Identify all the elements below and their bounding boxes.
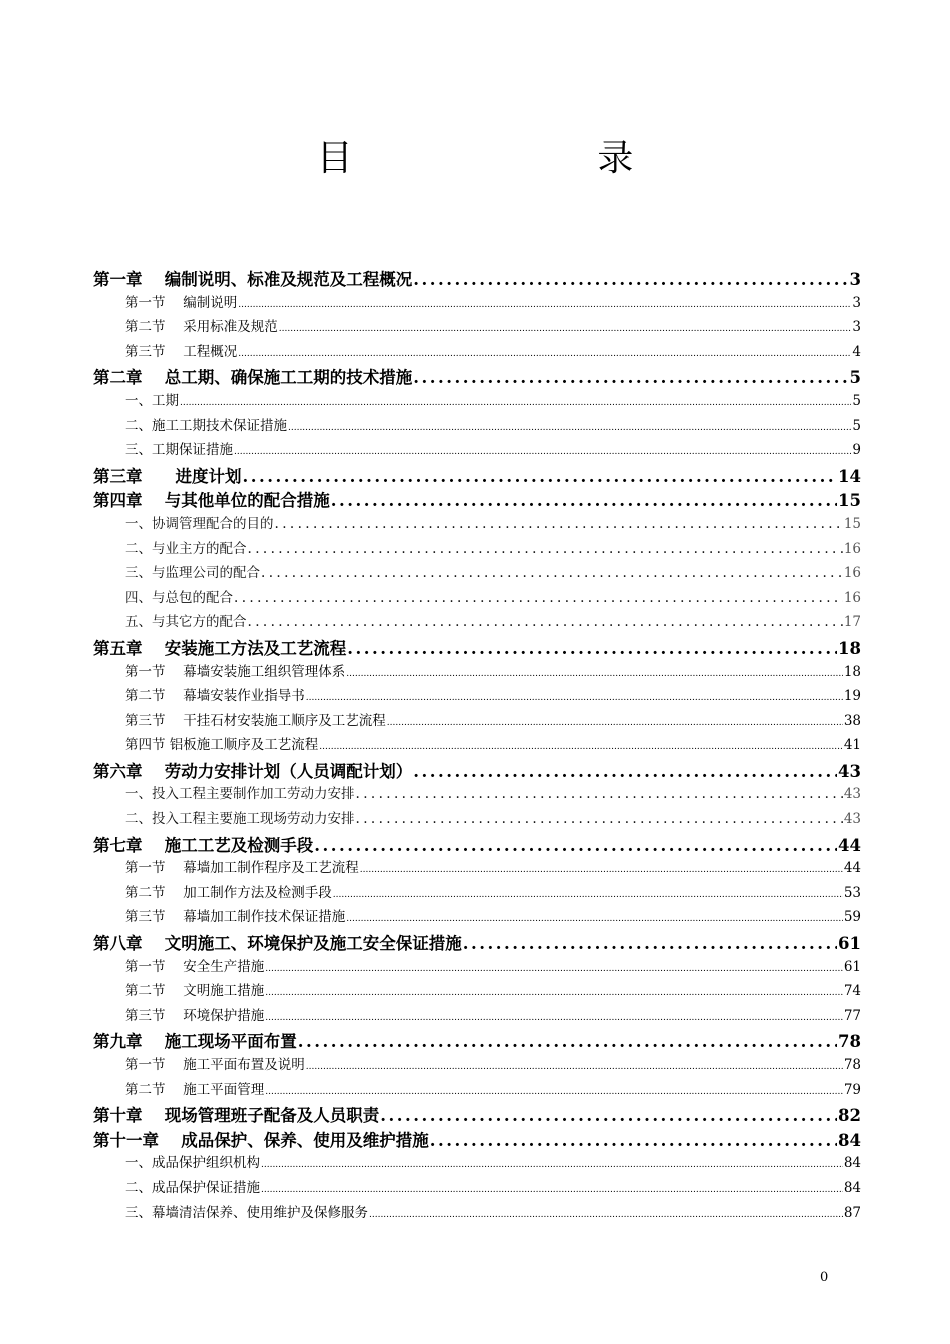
toc-dot-leader bbox=[314, 836, 837, 855]
toc-chapter-entry[interactable] bbox=[93, 758, 861, 783]
toc-entry-page-number: 15 bbox=[843, 515, 861, 532]
toc-entry-label: 第三节 幕墙加工制作技术保证措施 bbox=[125, 909, 346, 926]
toc-entry-label: 第二节 文明施工措施 bbox=[125, 983, 265, 1000]
toc-entry-page-number: 14 bbox=[838, 466, 861, 486]
toc-entry-page-number: 15 bbox=[838, 491, 861, 511]
toc-entry-page-number: 84 bbox=[838, 1130, 861, 1150]
toc-section-entry[interactable] bbox=[93, 315, 861, 340]
toc-entry-page-number: 74 bbox=[843, 983, 861, 1000]
toc-section-entry[interactable] bbox=[93, 684, 861, 709]
toc-section-entry[interactable] bbox=[93, 1078, 861, 1103]
toc-chapter-entry[interactable] bbox=[93, 1028, 861, 1053]
toc-entry-page-number: 84 bbox=[843, 1155, 861, 1172]
toc-dot-leader bbox=[279, 324, 852, 334]
toc-dot-leader bbox=[248, 541, 843, 557]
toc-entry-label: 第一节 安全生产措施 bbox=[125, 958, 265, 975]
toc-entry-label: 第九章 施工现场平面布置 bbox=[93, 1032, 297, 1052]
toc-dot-leader bbox=[298, 1032, 837, 1051]
toc-dot-leader bbox=[360, 865, 843, 875]
toc-entry-label: 三、与监理公司的配合 bbox=[125, 565, 260, 582]
toc-section-entry[interactable] bbox=[93, 856, 861, 881]
toc-dot-leader bbox=[369, 1210, 843, 1220]
toc-dot-leader bbox=[387, 718, 843, 728]
toc-section-entry[interactable] bbox=[93, 905, 861, 930]
toc-section-entry[interactable] bbox=[93, 660, 861, 685]
toc-entry-label: 第八章 文明施工、环境保护及施工安全保证措施 bbox=[93, 934, 462, 954]
toc-dot-leader bbox=[180, 398, 851, 408]
toc-section-entry[interactable] bbox=[93, 512, 861, 537]
toc-dot-leader bbox=[463, 934, 837, 953]
toc-section-entry[interactable] bbox=[93, 438, 861, 463]
toc-section-entry[interactable] bbox=[93, 1004, 861, 1029]
toc-dot-leader bbox=[430, 1131, 837, 1150]
toc-dot-leader bbox=[238, 300, 851, 310]
toc-dot-leader bbox=[265, 1087, 843, 1097]
toc-entry-page-number: 59 bbox=[843, 909, 861, 926]
toc-entry-label: 第三节 干挂石材安装施工顺序及工艺流程 bbox=[125, 712, 386, 729]
toc-dot-leader bbox=[248, 614, 843, 630]
toc-dot-leader bbox=[261, 565, 843, 581]
toc-entry-page-number: 5 bbox=[852, 392, 861, 409]
toc-chapter-entry[interactable] bbox=[93, 1127, 861, 1152]
toc-dot-leader bbox=[265, 1013, 843, 1023]
toc-entry-label: 第一节 幕墙安装施工组织管理体系 bbox=[125, 663, 346, 680]
toc-entry-page-number: 5 bbox=[852, 417, 861, 434]
toc-entry-page-number: 78 bbox=[838, 1032, 861, 1052]
toc-chapter-entry[interactable] bbox=[93, 266, 861, 291]
toc-entry-label: 第二节 幕墙安装作业指导书 bbox=[125, 688, 305, 705]
toc-entry-label: 第二章 总工期、确保施工工期的技术措施 bbox=[93, 368, 413, 388]
toc-entry-label: 二、成品保护保证措施 bbox=[125, 1179, 260, 1196]
toc-entry-label: 一、成品保护组织机构 bbox=[125, 1155, 260, 1172]
toc-dot-leader bbox=[306, 1062, 843, 1072]
toc-entry-label: 一、工期 bbox=[125, 392, 179, 409]
toc-chapter-entry[interactable] bbox=[93, 635, 861, 660]
toc-dot-leader bbox=[275, 516, 843, 532]
page-title: 目 录 bbox=[316, 138, 691, 179]
toc-entry-page-number: 79 bbox=[843, 1081, 861, 1098]
toc-entry-label: 第四节 铝板施工顺序及工艺流程 bbox=[125, 737, 319, 754]
toc-section-entry[interactable] bbox=[93, 881, 861, 906]
toc-entry-page-number: 87 bbox=[843, 1204, 861, 1221]
toc-entry-page-number: 16 bbox=[843, 565, 861, 582]
toc-dot-leader bbox=[331, 491, 837, 510]
toc-entry-page-number: 17 bbox=[843, 614, 861, 631]
toc-entry-label: 第七章 施工工艺及检测手段 bbox=[93, 835, 314, 855]
toc-entry-page-number: 43 bbox=[838, 761, 861, 781]
toc-entry-page-number: 61 bbox=[838, 934, 861, 954]
toc-entry-label: 第一章 编制说明、标准及规范及工程概况 bbox=[93, 270, 413, 289]
toc-section-entry[interactable] bbox=[93, 340, 861, 365]
toc-entry-page-number: 44 bbox=[838, 835, 861, 855]
toc-entry-page-number: 84 bbox=[843, 1179, 861, 1196]
toc-entry-label: 三、幕墙清洁保养、使用维护及保修服务 bbox=[125, 1204, 368, 1221]
toc-entry-label: 一、协调管理配合的目的 bbox=[125, 515, 274, 532]
toc-section-entry[interactable] bbox=[93, 733, 861, 758]
toc-entry-label: 第三章 进度计划 bbox=[93, 466, 242, 486]
toc-entry-page-number: 3 bbox=[852, 294, 861, 311]
toc-dot-leader bbox=[265, 988, 843, 998]
toc-entry-label: 二、与业主方的配合 bbox=[125, 540, 247, 557]
toc-dot-leader bbox=[306, 693, 843, 703]
toc-entry-page-number: 4 bbox=[852, 343, 861, 360]
toc-entry-label: 第一节 施工平面布置及说明 bbox=[125, 1057, 305, 1073]
toc-section-entry[interactable] bbox=[93, 1201, 861, 1226]
toc-entry-label: 第一节 幕墙加工制作程序及工艺流程 bbox=[125, 860, 359, 877]
toc-entry-label: 第六章 劳动力安排计划（人员调配计划） bbox=[93, 761, 413, 781]
toc-entry-label: 第二节 加工制作方法及检测手段 bbox=[125, 884, 332, 901]
toc-dot-leader bbox=[413, 270, 848, 289]
toc-entry-page-number: 5 bbox=[849, 368, 861, 388]
toc-chapter-entry[interactable] bbox=[93, 832, 861, 857]
toc-entry-label: 三、工期保证措施 bbox=[125, 442, 233, 459]
toc-dot-leader bbox=[413, 762, 837, 781]
toc-dot-leader bbox=[261, 1185, 843, 1195]
toc-entry-label: 一、投入工程主要制作加工劳动力安排 bbox=[125, 786, 355, 803]
toc-entry-label: 四、与总包的配合 bbox=[125, 589, 233, 606]
toc-entry-label: 第五章 安装施工方法及工艺流程 bbox=[93, 638, 347, 658]
toc-dot-leader bbox=[265, 964, 843, 974]
toc-entry-page-number: 3 bbox=[849, 270, 861, 289]
toc-dot-leader bbox=[346, 914, 843, 924]
toc-entry-label: 第三节 环境保护措施 bbox=[125, 1007, 265, 1024]
toc-dot-leader bbox=[234, 590, 843, 606]
toc-entry-page-number: 82 bbox=[838, 1106, 861, 1126]
toc-section-entry[interactable] bbox=[93, 709, 861, 734]
toc-entry-page-number: 41 bbox=[843, 737, 861, 754]
toc-section-entry[interactable] bbox=[93, 955, 861, 980]
toc-entry-label: 第二节 施工平面管理 bbox=[125, 1081, 265, 1098]
toc-entry-page-number: 9 bbox=[852, 442, 861, 459]
toc-dot-leader bbox=[380, 1106, 837, 1125]
toc-dot-leader bbox=[319, 742, 843, 752]
toc-section-entry[interactable] bbox=[93, 782, 861, 807]
toc-section-entry[interactable] bbox=[93, 586, 861, 611]
toc-entry-page-number: 19 bbox=[843, 688, 861, 705]
toc-entry-page-number: 38 bbox=[843, 712, 861, 729]
toc-section-entry[interactable] bbox=[93, 414, 861, 439]
toc-entry-page-number: 77 bbox=[843, 1007, 861, 1024]
toc-section-entry[interactable] bbox=[93, 389, 861, 414]
toc-dot-leader bbox=[238, 349, 851, 359]
toc-section-entry[interactable] bbox=[93, 291, 861, 316]
toc-chapter-entry[interactable] bbox=[93, 463, 861, 488]
toc-chapter-entry[interactable] bbox=[93, 930, 861, 955]
toc-dot-leader bbox=[356, 786, 843, 802]
toc-section-entry[interactable] bbox=[93, 1151, 861, 1176]
toc-dot-leader bbox=[288, 423, 851, 433]
toc-entry-page-number: 44 bbox=[843, 860, 861, 877]
toc-section-entry[interactable] bbox=[93, 1176, 861, 1201]
toc-dot-leader bbox=[333, 890, 843, 900]
toc-dot-leader bbox=[261, 1160, 843, 1170]
toc-section-entry[interactable] bbox=[93, 1053, 861, 1078]
toc-entry-label: 第十一章 成品保护、保养、使用及维护措施 bbox=[93, 1130, 429, 1150]
toc-dot-leader bbox=[243, 467, 838, 486]
toc-entry-label: 二、投入工程主要施工现场劳动力安排 bbox=[125, 811, 355, 828]
toc-entry-label: 五、与其它方的配合 bbox=[125, 614, 247, 631]
toc-entry-page-number: 18 bbox=[838, 638, 861, 658]
toc-entry-page-number: 53 bbox=[843, 884, 861, 901]
toc-chapter-entry[interactable] bbox=[93, 487, 861, 512]
toc-section-entry[interactable] bbox=[93, 610, 861, 635]
toc-section-entry[interactable] bbox=[93, 979, 861, 1004]
toc-section-entry[interactable] bbox=[93, 561, 861, 586]
toc-chapter-entry[interactable] bbox=[93, 1102, 861, 1127]
toc-entry-label: 第四章 与其他单位的配合措施 bbox=[93, 491, 330, 511]
toc-entry-page-number: 16 bbox=[843, 589, 861, 606]
toc-dot-leader bbox=[347, 639, 837, 658]
toc-entry-label: 第二节 采用标准及规范 bbox=[125, 319, 278, 336]
toc-entry-page-number: 16 bbox=[843, 540, 861, 557]
toc-dot-leader bbox=[356, 811, 843, 827]
page-number: 0 bbox=[820, 1270, 829, 1285]
toc-entry-page-number: 78 bbox=[843, 1057, 861, 1073]
toc-entry-label: 第一节 编制说明 bbox=[125, 294, 238, 311]
toc-entry-page-number: 3 bbox=[852, 319, 861, 336]
toc-entry-page-number: 61 bbox=[843, 958, 861, 975]
toc-dot-leader bbox=[346, 669, 843, 679]
toc-entry-label: 第三节 工程概况 bbox=[125, 343, 238, 360]
toc-chapter-entry[interactable] bbox=[93, 364, 861, 389]
toc-section-entry[interactable] bbox=[93, 807, 861, 832]
toc-entry-page-number: 43 bbox=[843, 786, 861, 803]
toc-entry-label: 二、施工工期技术保证措施 bbox=[125, 417, 287, 434]
table-of-contents bbox=[93, 266, 861, 1225]
toc-dot-leader bbox=[413, 368, 848, 387]
toc-entry-label: 第十章 现场管理班子配备及人员职责 bbox=[93, 1106, 380, 1126]
toc-entry-page-number: 18 bbox=[843, 663, 861, 680]
toc-entry-page-number: 43 bbox=[843, 811, 861, 828]
toc-section-entry[interactable] bbox=[93, 537, 861, 562]
toc-dot-leader bbox=[234, 447, 851, 457]
